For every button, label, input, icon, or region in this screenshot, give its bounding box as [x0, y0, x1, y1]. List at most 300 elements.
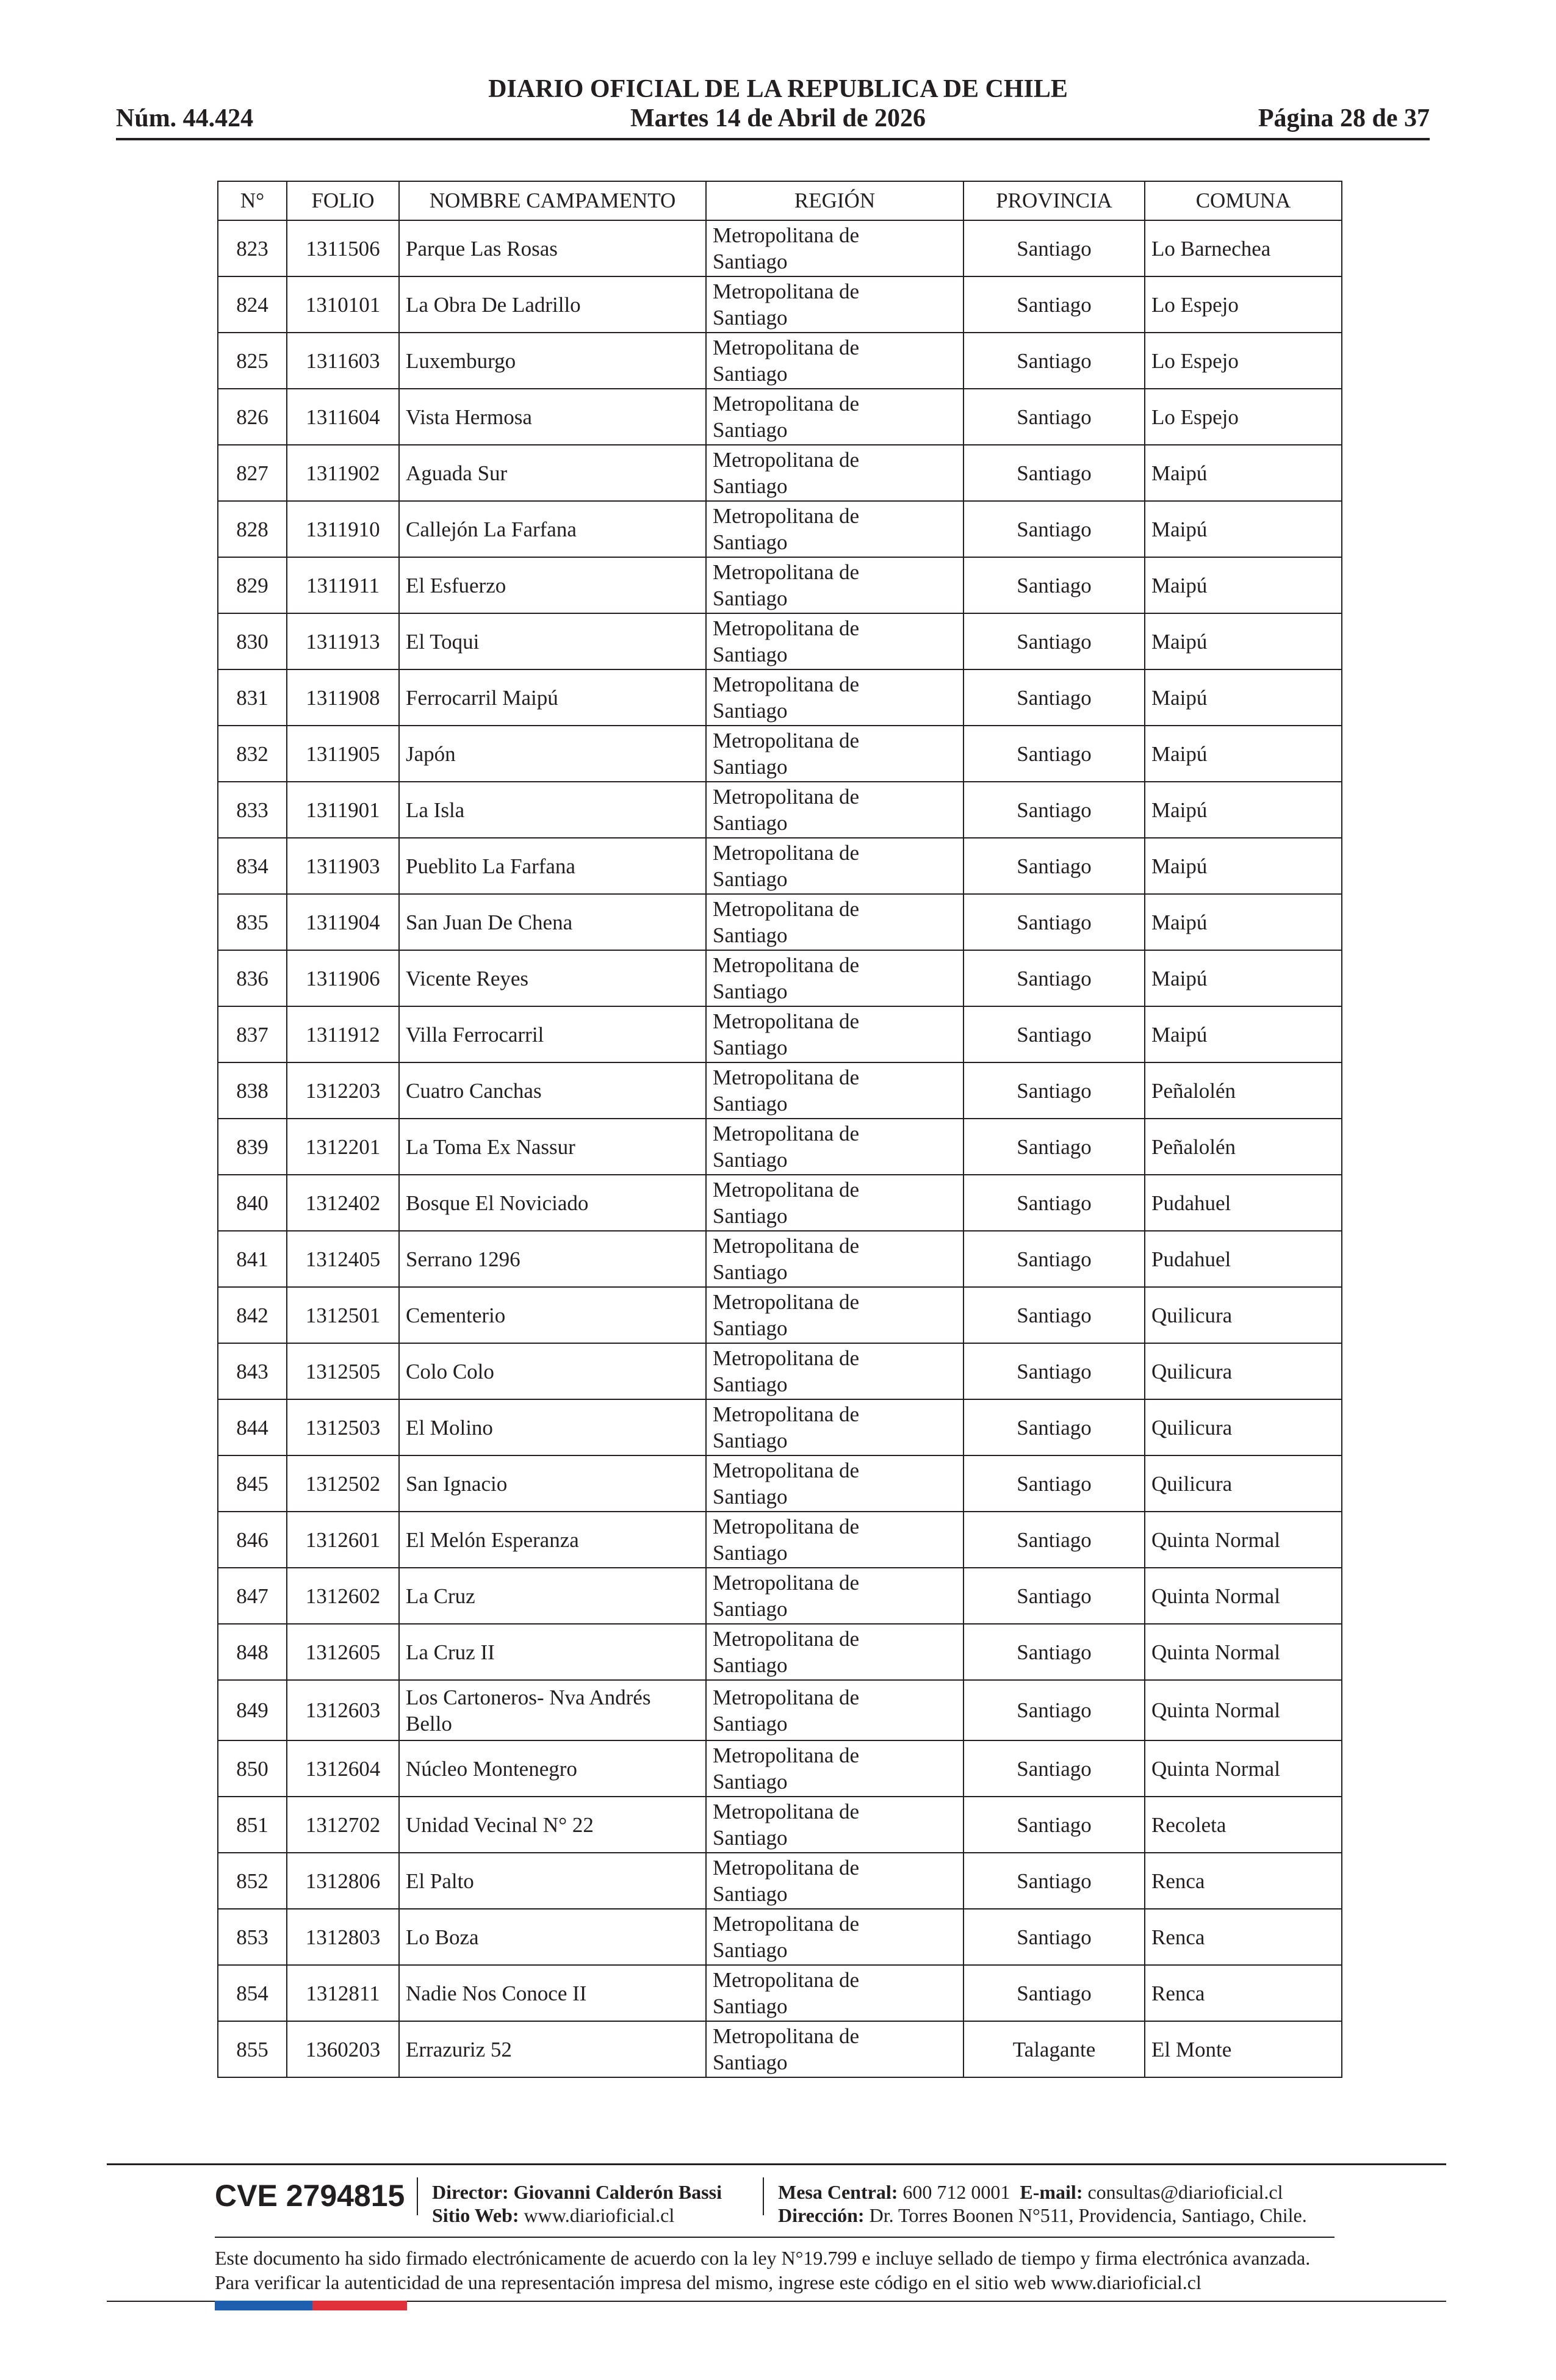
footer-divider — [763, 2177, 764, 2215]
row-nombre: Unidad Vecinal N° 22 — [399, 1797, 706, 1853]
region-line-1: Metropolitana de — [713, 616, 860, 640]
row-numero: 851 — [218, 1797, 287, 1853]
region-line-2: Santiago — [713, 418, 788, 442]
row-numero: 849 — [218, 1680, 287, 1740]
row-provincia: Santiago — [963, 1853, 1145, 1909]
page-number: Página 28 de 37 — [1258, 104, 1430, 132]
row-region — [706, 894, 963, 950]
row-nombre: Serrano 1296 — [399, 1231, 706, 1287]
table-row — [218, 838, 1342, 894]
table-row — [218, 1343, 1342, 1399]
row-numero: 824 — [218, 276, 287, 333]
row-nombre: Callejón La Farfana — [399, 501, 706, 557]
row-nombre: La Toma Ex Nassur — [399, 1119, 706, 1175]
row-comuna: Renca — [1145, 1853, 1342, 1909]
region-line-1: Metropolitana de — [713, 785, 860, 809]
region-line-2: Santiago — [713, 755, 788, 779]
row-nombre: El Toqui — [399, 613, 706, 669]
region-line-1: Metropolitana de — [713, 1968, 860, 1992]
region-line-1: Metropolitana de — [713, 448, 860, 472]
region-line-2: Santiago — [713, 1429, 788, 1452]
row-provincia: Santiago — [963, 1343, 1145, 1399]
row-region — [706, 950, 963, 1006]
row-comuna: Pudahuel — [1145, 1175, 1342, 1231]
region-line-1: Metropolitana de — [713, 2024, 860, 2048]
row-comuna: Lo Barnechea — [1145, 220, 1342, 276]
region-line-1: Metropolitana de — [713, 729, 860, 752]
row-region — [706, 1568, 963, 1624]
row-nombre: Cuatro Canchas — [399, 1062, 706, 1119]
region-line-2: Santiago — [713, 1770, 788, 1794]
row-numero: 833 — [218, 782, 287, 838]
row-nombre: El Palto — [399, 1853, 706, 1909]
region-line-2: Santiago — [713, 1148, 788, 1172]
row-folio: 1312702 — [287, 1797, 399, 1853]
phone-number: 600 712 0001 — [902, 2181, 1010, 2203]
row-nombre: Bosque El Noviciado — [399, 1175, 706, 1231]
row-comuna: Maipú — [1145, 782, 1342, 838]
row-folio: 1311901 — [287, 782, 399, 838]
table-row — [218, 1231, 1342, 1287]
table-row — [218, 1740, 1342, 1797]
row-comuna: Quilicura — [1145, 1399, 1342, 1455]
table-row — [218, 1062, 1342, 1119]
row-provincia: Santiago — [963, 333, 1145, 389]
row-nombre: Vista Hermosa — [399, 389, 706, 445]
row-region — [706, 1624, 963, 1680]
region-line-1: Metropolitana de — [713, 560, 860, 584]
row-nombre: Pueblito La Farfana — [399, 838, 706, 894]
row-numero: 832 — [218, 726, 287, 782]
row-numero: 827 — [218, 445, 287, 501]
row-numero: 845 — [218, 1455, 287, 1512]
row-comuna: Pudahuel — [1145, 1231, 1342, 1287]
region-line-1: Metropolitana de — [713, 897, 860, 921]
region-line-1: Metropolitana de — [713, 336, 860, 359]
region-line-2: Santiago — [713, 699, 788, 723]
table-row — [218, 1797, 1342, 1853]
row-provincia: Santiago — [963, 1287, 1145, 1343]
row-region — [706, 1119, 963, 1175]
region-line-1: Metropolitana de — [713, 841, 860, 865]
region-line-2: Santiago — [713, 1092, 788, 1116]
column-header-region: REGIÓN — [706, 181, 963, 220]
row-numero: 829 — [218, 557, 287, 613]
row-comuna: Lo Espejo — [1145, 276, 1342, 333]
table-row — [218, 2021, 1342, 2077]
table-row — [218, 501, 1342, 557]
row-folio: 1311913 — [287, 613, 399, 669]
row-comuna: Maipú — [1145, 950, 1342, 1006]
footer-divider — [417, 2177, 418, 2215]
row-provincia: Santiago — [963, 445, 1145, 501]
region-line-1: Metropolitana de — [713, 1571, 860, 1595]
email-link[interactable]: consultas@diarioficial.cl — [1087, 2181, 1283, 2203]
row-nombre: Cementerio — [399, 1287, 706, 1343]
region-line-2: Santiago — [713, 1036, 788, 1059]
row-numero: 838 — [218, 1062, 287, 1119]
row-numero: 850 — [218, 1740, 287, 1797]
row-numero: 853 — [218, 1909, 287, 1965]
row-folio: 1311902 — [287, 445, 399, 501]
row-nombre: La Cruz — [399, 1568, 706, 1624]
row-numero: 840 — [218, 1175, 287, 1231]
row-region — [706, 220, 963, 276]
website-link[interactable]: www.diarioficial.cl — [524, 2204, 675, 2226]
row-region — [706, 1006, 963, 1062]
row-folio: 1311603 — [287, 333, 399, 389]
region-line-1: Metropolitana de — [713, 1402, 860, 1426]
region-line-2: Santiago — [713, 1597, 788, 1621]
row-folio: 1312503 — [287, 1399, 399, 1455]
header-rule — [116, 138, 1430, 140]
region-line-2: Santiago — [713, 1485, 788, 1509]
row-folio: 1312803 — [287, 1909, 399, 1965]
row-provincia: Santiago — [963, 1965, 1145, 2021]
row-nombre: El Melón Esperanza — [399, 1512, 706, 1568]
row-region — [706, 1797, 963, 1853]
row-region — [706, 445, 963, 501]
row-nombre: San Ignacio — [399, 1455, 706, 1512]
row-numero: 855 — [218, 2021, 287, 2077]
row-provincia: Santiago — [963, 613, 1145, 669]
region-line-2: Santiago — [713, 362, 788, 386]
row-region — [706, 1740, 963, 1797]
row-provincia: Santiago — [963, 894, 1145, 950]
row-comuna: Peñalolén — [1145, 1119, 1342, 1175]
row-comuna: Renca — [1145, 1965, 1342, 2021]
row-nombre: Vicente Reyes — [399, 950, 706, 1006]
row-numero: 837 — [218, 1006, 287, 1062]
row-provincia: Santiago — [963, 1512, 1145, 1568]
address-value: Dr. Torres Boonen N°511, Providencia, Santiago, Chile. — [869, 2204, 1307, 2226]
region-line-1: Metropolitana de — [713, 1627, 860, 1651]
region-line-1: Metropolitana de — [713, 1515, 860, 1538]
row-region — [706, 1231, 963, 1287]
row-folio: 1312603 — [287, 1680, 399, 1740]
row-numero: 854 — [218, 1965, 287, 2021]
region-line-2: Santiago — [713, 1711, 788, 1736]
region-line-2: Santiago — [713, 1204, 788, 1228]
table-row — [218, 669, 1342, 726]
row-comuna: Maipú — [1145, 669, 1342, 726]
table-row — [218, 389, 1342, 445]
row-folio: 1312505 — [287, 1343, 399, 1399]
region-line-1: Metropolitana de — [713, 1744, 860, 1767]
row-numero: 825 — [218, 333, 287, 389]
region-line-1: Metropolitana de — [713, 673, 860, 696]
region-line-2: Santiago — [713, 979, 788, 1003]
row-numero: 848 — [218, 1624, 287, 1680]
table-row — [218, 1853, 1342, 1909]
row-folio: 1312811 — [287, 1965, 399, 2021]
row-comuna: Quilicura — [1145, 1455, 1342, 1512]
column-header-nombre: NOMBRE CAMPAMENTO — [399, 181, 706, 220]
row-comuna: Quilicura — [1145, 1343, 1342, 1399]
row-region — [706, 613, 963, 669]
row-provincia: Santiago — [963, 782, 1145, 838]
row-folio: 1311910 — [287, 501, 399, 557]
row-provincia: Santiago — [963, 1568, 1145, 1624]
table-row — [218, 1680, 1342, 1740]
row-numero: 834 — [218, 838, 287, 894]
row-comuna: Maipú — [1145, 613, 1342, 669]
row-comuna: Maipú — [1145, 557, 1342, 613]
region-line-1: Metropolitana de — [713, 1122, 860, 1145]
row-folio: 1312601 — [287, 1512, 399, 1568]
row-numero: 842 — [218, 1287, 287, 1343]
region-line-2: Santiago — [713, 1653, 788, 1677]
row-region — [706, 1399, 963, 1455]
row-region — [706, 1680, 963, 1740]
row-nombre: Colo Colo — [399, 1343, 706, 1399]
row-region — [706, 1455, 963, 1512]
row-folio: 1312203 — [287, 1062, 399, 1119]
row-region — [706, 1909, 963, 1965]
row-folio: 1311908 — [287, 669, 399, 726]
region-line-2: Santiago — [713, 1541, 788, 1565]
row-comuna: Lo Espejo — [1145, 389, 1342, 445]
row-folio: 1311904 — [287, 894, 399, 950]
row-provincia: Santiago — [963, 1062, 1145, 1119]
region-line-1: Metropolitana de — [713, 223, 860, 247]
row-folio: 1312605 — [287, 1624, 399, 1680]
row-numero: 852 — [218, 1853, 287, 1909]
row-provincia: Santiago — [963, 389, 1145, 445]
region-line-1: Metropolitana de — [713, 1009, 860, 1033]
row-provincia: Santiago — [963, 669, 1145, 726]
table-row — [218, 220, 1342, 276]
row-region — [706, 557, 963, 613]
table-row — [218, 276, 1342, 333]
row-numero: 847 — [218, 1568, 287, 1624]
row-numero: 846 — [218, 1512, 287, 1568]
row-folio: 1312502 — [287, 1455, 399, 1512]
row-numero: 839 — [218, 1119, 287, 1175]
table-row — [218, 950, 1342, 1006]
row-provincia: Santiago — [963, 1119, 1145, 1175]
legal-notice: Este documento ha sido firmado electrónicamente de acuerdo con la ley N°19.799 e incluye sellado de tiempo y firma electrónica avanzada. Para verificar la autenticidad de una representación impresa del mismo, ingrese este código en el sitio web www.diarioficial.cl — [215, 2247, 1311, 2293]
row-folio: 1311912 — [287, 1006, 399, 1062]
website-line: Sitio Web: www.diarioficial.cl — [432, 2204, 675, 2226]
row-region — [706, 2021, 963, 2077]
director-line: Director: Giovanni Calderón Bassi — [432, 2181, 722, 2203]
region-line-2: Santiago — [713, 643, 788, 666]
contact-line: Mesa Central: 600 712 0001 E-mail: consultas@diarioficial.cl — [778, 2181, 1283, 2203]
row-folio: 1311905 — [287, 726, 399, 782]
row-comuna: Quinta Normal — [1145, 1568, 1342, 1624]
row-nombre: Los Cartoneros- Nva Andrés Bello — [399, 1680, 706, 1740]
row-region — [706, 1287, 963, 1343]
row-nombre: La Isla — [399, 782, 706, 838]
row-folio: 1311604 — [287, 389, 399, 445]
region-line-1: Metropolitana de — [713, 392, 860, 416]
row-nombre: El Esfuerzo — [399, 557, 706, 613]
row-numero: 835 — [218, 894, 287, 950]
region-line-2: Santiago — [713, 586, 788, 610]
row-provincia: Santiago — [963, 1680, 1145, 1740]
row-numero: 823 — [218, 220, 287, 276]
row-provincia: Santiago — [963, 1740, 1145, 1797]
row-provincia: Santiago — [963, 1909, 1145, 1965]
row-region — [706, 1062, 963, 1119]
row-region — [706, 389, 963, 445]
row-comuna: Quinta Normal — [1145, 1624, 1342, 1680]
table-row — [218, 1624, 1342, 1680]
row-nombre: Nadie Nos Conoce II — [399, 1965, 706, 2021]
region-line-2: Santiago — [713, 1260, 788, 1284]
row-nombre: Errazuriz 52 — [399, 2021, 706, 2077]
region-line-1: Metropolitana de — [713, 1912, 860, 1936]
row-comuna: Maipú — [1145, 501, 1342, 557]
row-region — [706, 782, 963, 838]
footer-rule-inner — [215, 2237, 1334, 2238]
row-folio: 1312602 — [287, 1568, 399, 1624]
row-region — [706, 333, 963, 389]
row-region — [706, 669, 963, 726]
row-folio: 1312201 — [287, 1119, 399, 1175]
row-provincia: Santiago — [963, 838, 1145, 894]
row-numero: 836 — [218, 950, 287, 1006]
region-line-2: Santiago — [713, 306, 788, 330]
region-line-1: Metropolitana de — [713, 1685, 860, 1709]
row-numero: 831 — [218, 669, 287, 726]
region-line-2: Santiago — [713, 811, 788, 835]
row-nombre: Luxemburgo — [399, 333, 706, 389]
row-provincia: Santiago — [963, 950, 1145, 1006]
table-row — [218, 1512, 1342, 1568]
column-header-provincia: PROVINCIA — [963, 181, 1145, 220]
row-comuna: Quinta Normal — [1145, 1512, 1342, 1568]
table-row — [218, 1287, 1342, 1343]
row-region — [706, 726, 963, 782]
column-header-numero: N° — [218, 181, 287, 220]
issue-date: Martes 14 de Abril de 2026 — [630, 104, 926, 132]
row-folio: 1311911 — [287, 557, 399, 613]
row-comuna: El Monte — [1145, 2021, 1342, 2077]
table-row — [218, 1006, 1342, 1062]
table-row — [218, 445, 1342, 501]
row-comuna: Maipú — [1145, 726, 1342, 782]
row-region — [706, 1343, 963, 1399]
row-provincia: Santiago — [963, 1231, 1145, 1287]
row-comuna: Maipú — [1145, 445, 1342, 501]
row-numero: 844 — [218, 1399, 287, 1455]
row-numero: 826 — [218, 389, 287, 445]
table-row — [218, 1455, 1342, 1512]
row-numero: 830 — [218, 613, 287, 669]
row-nombre: Lo Boza — [399, 1909, 706, 1965]
row-folio: 1311903 — [287, 838, 399, 894]
row-provincia: Santiago — [963, 1624, 1145, 1680]
flag-bar-blue — [215, 2301, 312, 2310]
table-row — [218, 557, 1342, 613]
row-comuna: Maipú — [1145, 1006, 1342, 1062]
row-provincia: Santiago — [963, 276, 1145, 333]
row-folio: 1312806 — [287, 1853, 399, 1909]
row-provincia: Santiago — [963, 1399, 1145, 1455]
footer-rule — [107, 2163, 1446, 2165]
table-row — [218, 1568, 1342, 1624]
table-row — [218, 1909, 1342, 1965]
region-line-2: Santiago — [713, 923, 788, 947]
row-comuna: Renca — [1145, 1909, 1342, 1965]
region-line-1: Metropolitana de — [713, 1459, 860, 1482]
issue-number: Núm. 44.424 — [116, 104, 254, 132]
row-nombre: Parque Las Rosas — [399, 220, 706, 276]
region-line-2: Santiago — [713, 1994, 788, 2018]
region-line-2: Santiago — [713, 1882, 788, 1906]
row-provincia: Santiago — [963, 557, 1145, 613]
row-region — [706, 1853, 963, 1909]
row-region — [706, 1175, 963, 1231]
region-line-2: Santiago — [713, 474, 788, 498]
region-line-2: Santiago — [713, 530, 788, 554]
table-row — [218, 333, 1342, 389]
row-comuna: Quinta Normal — [1145, 1740, 1342, 1797]
row-provincia: Santiago — [963, 1175, 1145, 1231]
column-header-folio: FOLIO — [287, 181, 399, 220]
row-folio: 1312405 — [287, 1231, 399, 1287]
region-line-2: Santiago — [713, 1938, 788, 1962]
region-line-1: Metropolitana de — [713, 1856, 860, 1880]
region-line-1: Metropolitana de — [713, 1800, 860, 1823]
director-name: Giovanni Calderón Bassi — [513, 2181, 722, 2203]
region-line-2: Santiago — [713, 1372, 788, 1396]
row-provincia: Santiago — [963, 220, 1145, 276]
row-folio: 1311506 — [287, 220, 399, 276]
row-numero: 843 — [218, 1343, 287, 1399]
row-provincia: Santiago — [963, 726, 1145, 782]
row-nombre: Japón — [399, 726, 706, 782]
row-folio: 1312604 — [287, 1740, 399, 1797]
row-region — [706, 1512, 963, 1568]
cve-code: CVE 2794815 — [215, 2179, 405, 2213]
row-folio: 1312402 — [287, 1175, 399, 1231]
row-provincia: Santiago — [963, 1797, 1145, 1853]
row-region — [706, 276, 963, 333]
row-numero: 841 — [218, 1231, 287, 1287]
region-line-1: Metropolitana de — [713, 279, 860, 303]
row-comuna: Maipú — [1145, 838, 1342, 894]
row-nombre: El Molino — [399, 1399, 706, 1455]
region-line-1: Metropolitana de — [713, 1346, 860, 1370]
flag-bar-red — [312, 2301, 407, 2310]
region-line-1: Metropolitana de — [713, 1234, 860, 1258]
region-line-1: Metropolitana de — [713, 1066, 860, 1089]
table-row — [218, 782, 1342, 838]
row-nombre: Villa Ferrocarril — [399, 1006, 706, 1062]
campamentos-table — [217, 181, 1342, 2078]
table-row — [218, 613, 1342, 669]
row-comuna: Recoleta — [1145, 1797, 1342, 1853]
region-line-2: Santiago — [713, 1316, 788, 1340]
row-nombre: La Cruz II — [399, 1624, 706, 1680]
row-provincia: Santiago — [963, 501, 1145, 557]
row-nombre: Ferrocarril Maipú — [399, 669, 706, 726]
row-folio: 1360203 — [287, 2021, 399, 2077]
table-row — [218, 1965, 1342, 2021]
row-provincia: Talagante — [963, 2021, 1145, 2077]
region-line-2: Santiago — [713, 867, 788, 891]
row-nombre: San Juan De Chena — [399, 894, 706, 950]
region-line-2: Santiago — [713, 250, 788, 273]
row-comuna: Quilicura — [1145, 1287, 1342, 1343]
row-comuna: Peñalolén — [1145, 1062, 1342, 1119]
row-folio: 1312501 — [287, 1287, 399, 1343]
region-line-1: Metropolitana de — [713, 504, 860, 528]
row-nombre: Núcleo Montenegro — [399, 1740, 706, 1797]
